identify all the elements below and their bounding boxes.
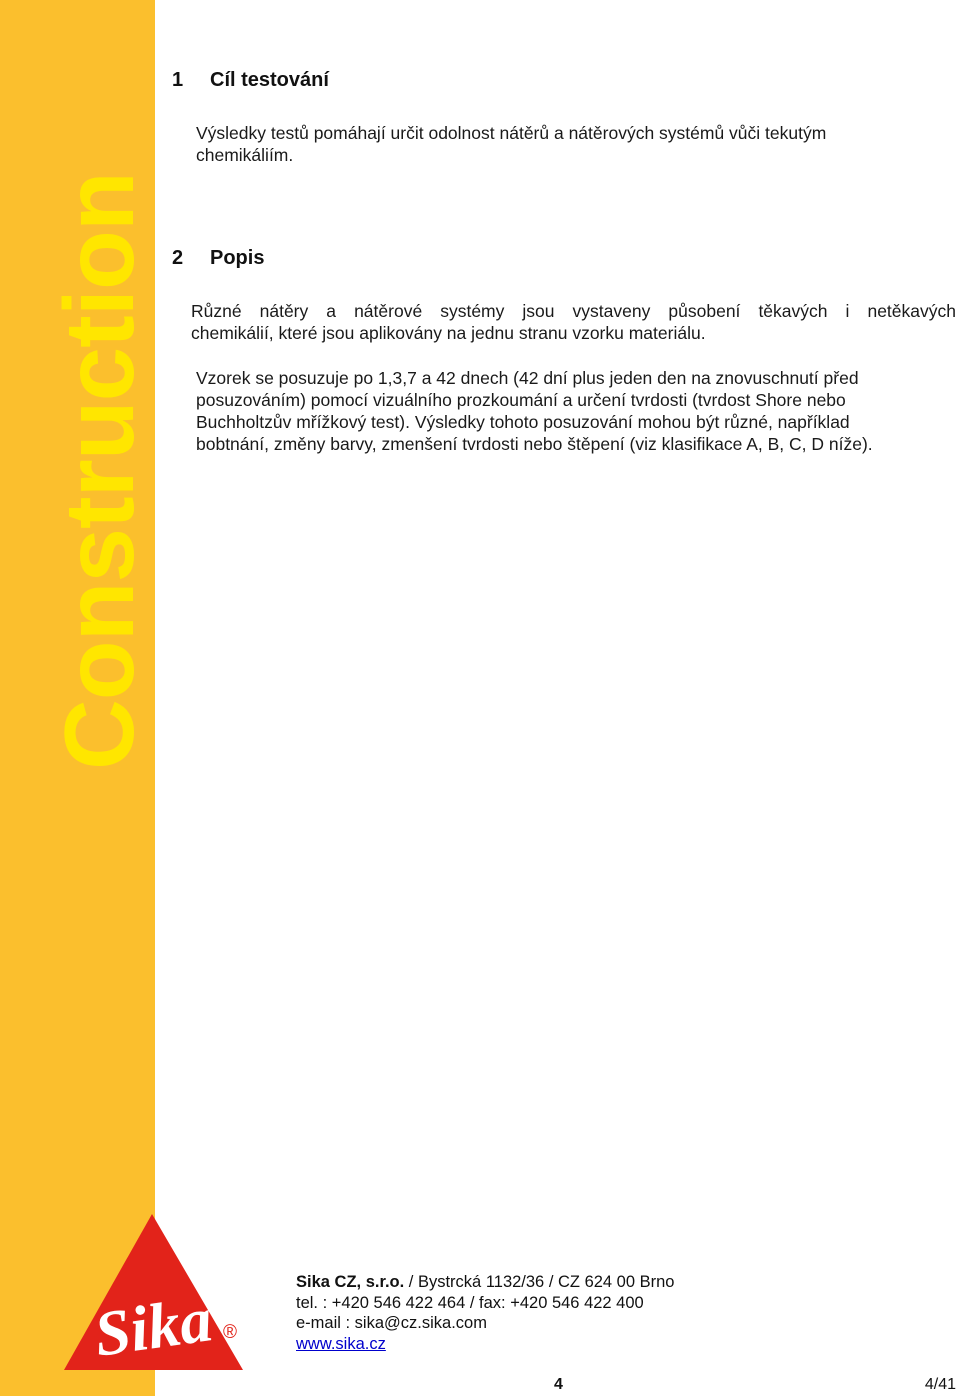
footer-email: e-mail : sika@cz.sika.com [296,1314,487,1332]
text-line: chemikálií, které jsou aplikovány na jednu stranu vzorku materiálu. [191,323,706,343]
text-line: chemikáliím. [196,145,294,165]
company-name: Sika CZ, s.r.o. [296,1273,405,1291]
svg-text:®: ® [223,1322,237,1343]
document-meta [826,2,956,42]
section-2-paragraph-2 [196,367,956,455]
sidebar-band [0,0,155,1396]
section-1-heading [172,68,329,92]
section-1-number: 1 [172,69,184,91]
section-2-number: 2 [172,247,184,269]
section-1-title: Cíl testování [210,69,329,91]
section-2-paragraph-1 [191,300,956,344]
section-2-heading [172,246,264,270]
website-link[interactable]: www.sika.cz [296,1334,386,1353]
page-number: 4 [554,1376,563,1393]
text-line: Vzorek se posuzuje po 1,3,7 a 42 dnech (42 dní plus jeden den na znovuschnutí před [196,368,859,388]
section-2-title: Popis [210,247,265,269]
footer-address-line [296,1272,674,1293]
footer-contact [296,1272,674,1354]
sidebar-construction-label: Construction [44,172,154,770]
text-line: Výsledky testů pomáhají určit odolnost nátěrů a nátěrových systémů vůči tekutým [196,123,827,143]
svg-text:Sika: Sika [90,1283,217,1370]
sika-logo [60,1210,250,1375]
page-total: 4/41 [924,1376,956,1393]
section-1-paragraph [196,122,956,166]
text-line: bobtnání, změny barvy, zmenšení tvrdosti nebo štěpení (viz klasifikace A, B, C, D níže). [196,434,873,454]
footer-phone: tel. : +420 546 422 464 / fax: +420 546 422 400 [296,1293,644,1312]
text-line: posuzováním) pomocí vizuálního prozkoumání a určení tvrdosti (tvrdost Shore nebo [196,390,846,410]
text-line: Buchholtzův mřížkový test). Výsledky tohoto posuzování mohou být různé, například [196,412,850,432]
author-label: Autor: J. Willmann [826,3,956,20]
company-address: / Bystrcká 1132/36 / CZ 624 00 Brno [404,1273,675,1291]
text-line: Různé nátěry a nátěrové systémy jsou vystaveny působení těkavých i netěkavých [191,301,956,321]
date-label: Datum: 02/2007 [842,23,956,40]
